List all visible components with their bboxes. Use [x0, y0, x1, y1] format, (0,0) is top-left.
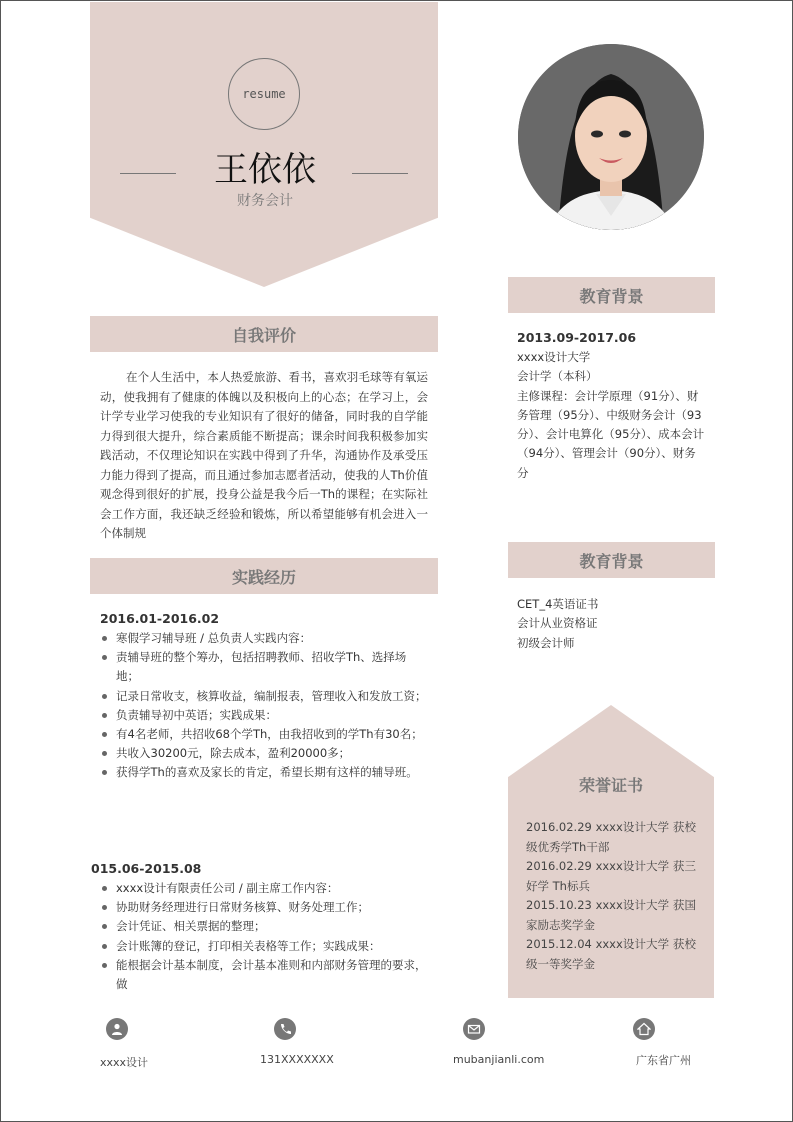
list-item: 寒假学习辅导班 / 总负责人实践内容：: [100, 629, 428, 648]
list-item: 会计从业资格证: [517, 616, 598, 631]
phone-icon: [274, 1018, 296, 1040]
home-icon: [633, 1018, 655, 1040]
practice-list-2: [100, 879, 428, 994]
education-courses-2: 分）、会计电算化（95分）、成本会计: [517, 427, 705, 442]
list-item: 会计账簿的登记，打印相关表格等工作；实践成果：: [100, 937, 428, 956]
portrait-illustration: [518, 44, 704, 230]
self-eval-title: 自我评价: [231, 325, 296, 345]
education-title: 教育背景: [579, 286, 644, 306]
candidate-name: 王依依: [214, 150, 316, 190]
list-item: 有4名老师，共招收68个学Th，由我招收到的学Th有30名；: [100, 725, 428, 744]
profile-photo: [518, 44, 704, 230]
practice-header: [90, 558, 438, 594]
list-item: 协助财务经理进行日常财务核算、财务处理工作；: [100, 898, 428, 917]
footer-address: 广东省广州: [636, 1054, 691, 1067]
list-item: 记录日常收支，核算收益，编制报表，管理收入和发放工资；: [100, 687, 428, 706]
honors-title: 荣誉证书: [578, 776, 643, 795]
self-eval-header: [90, 316, 438, 352]
list-item: 初级会计师: [517, 635, 575, 650]
honors-list: [526, 818, 696, 974]
list-item: 2015.12.04 xxxx设计大学 获校级一等奖学金: [526, 937, 696, 971]
self-eval-text: 在个人生活中，本人热爱旅游、看书，喜欢羽毛球等有氧运动，使我拥有了健康的体魄以及积极向上的心态；在学习上，会计学专业学习使我的专业知识有了很好的储备，同时我的自学能力得到很大提升，综合素质能不断提高；课余时间我积极参加实践活动，不仅理论知识在实践中得到了升华，沟通协作及承受压力能力得到了提高，而且通过参加志愿者活动，使我的人Th价值观念得到很好的扩展，投身公益是我今后一Th的课程；在实际社会工作方面，我还缺乏经验和锻炼，所以希望能够有机会进入一个体制规: [100, 370, 428, 540]
practice-date-1: 2016.01-2016.02: [100, 611, 220, 626]
list-item: 共收入30200元，除去成本，盈利20000多；: [100, 744, 428, 763]
user-icon: [106, 1018, 128, 1040]
list-item: 责辅导班的整个筹办，包括招聘教师、招收学Th、选择场地；: [100, 648, 428, 686]
certs-header: [508, 542, 715, 578]
list-item: 负责辅导初中英语；实践成果：: [100, 706, 428, 725]
list-item: 会计凭证、相关票据的整理；: [100, 917, 428, 936]
candidate-role: 财务会计: [237, 193, 293, 209]
resume-badge: [228, 58, 300, 130]
certs-title: 教育背景: [579, 551, 644, 571]
practice-title: 实践经历: [231, 567, 296, 587]
education-major: 会计学（本科）: [517, 369, 598, 384]
education-courses-1: 主修课程：会计学原理（91分）、财务管理（95分）、中级财务会计（93: [517, 388, 702, 422]
education-details: [517, 348, 707, 483]
list-item: xxxx设计有限责任公司 / 副主席工作内容：: [100, 879, 428, 898]
list-item: 2015.10.23 xxxx设计大学 获国家励志奖学金: [526, 898, 696, 932]
list-item: CET_4英语证书: [517, 597, 599, 611]
practice-date-2: 015.06-2015.08: [91, 861, 202, 876]
list-item: 获得学Th的喜欢及家长的肯定，希望长期有这样的辅导班。: [100, 763, 428, 782]
list-item: 2016.02.29 xxxx设计大学 获校级优秀学Th干部: [526, 820, 696, 854]
certs-list: [517, 595, 707, 653]
resume-badge-text: resume: [242, 87, 286, 101]
education-school: xxxx设计大学: [517, 350, 591, 364]
footer-name: xxxx设计: [100, 1056, 149, 1069]
footer-website: mubanjianli.com: [453, 1053, 545, 1066]
education-date: 2013.09-2017.06: [517, 330, 637, 345]
mail-icon: [463, 1018, 485, 1040]
practice-list-1: [100, 629, 428, 783]
education-header: [508, 277, 715, 313]
list-item: 2016.02.29 xxxx设计大学 获三好学 Th标兵: [526, 859, 696, 893]
list-item: 能根据会计基本制度，会计基本准则和内部财务管理的要求，做: [100, 956, 428, 994]
education-courses-3: （94分）、管理会计（90分）、财务分: [517, 446, 696, 480]
footer-phone: 131XXXXXXX: [260, 1053, 334, 1066]
